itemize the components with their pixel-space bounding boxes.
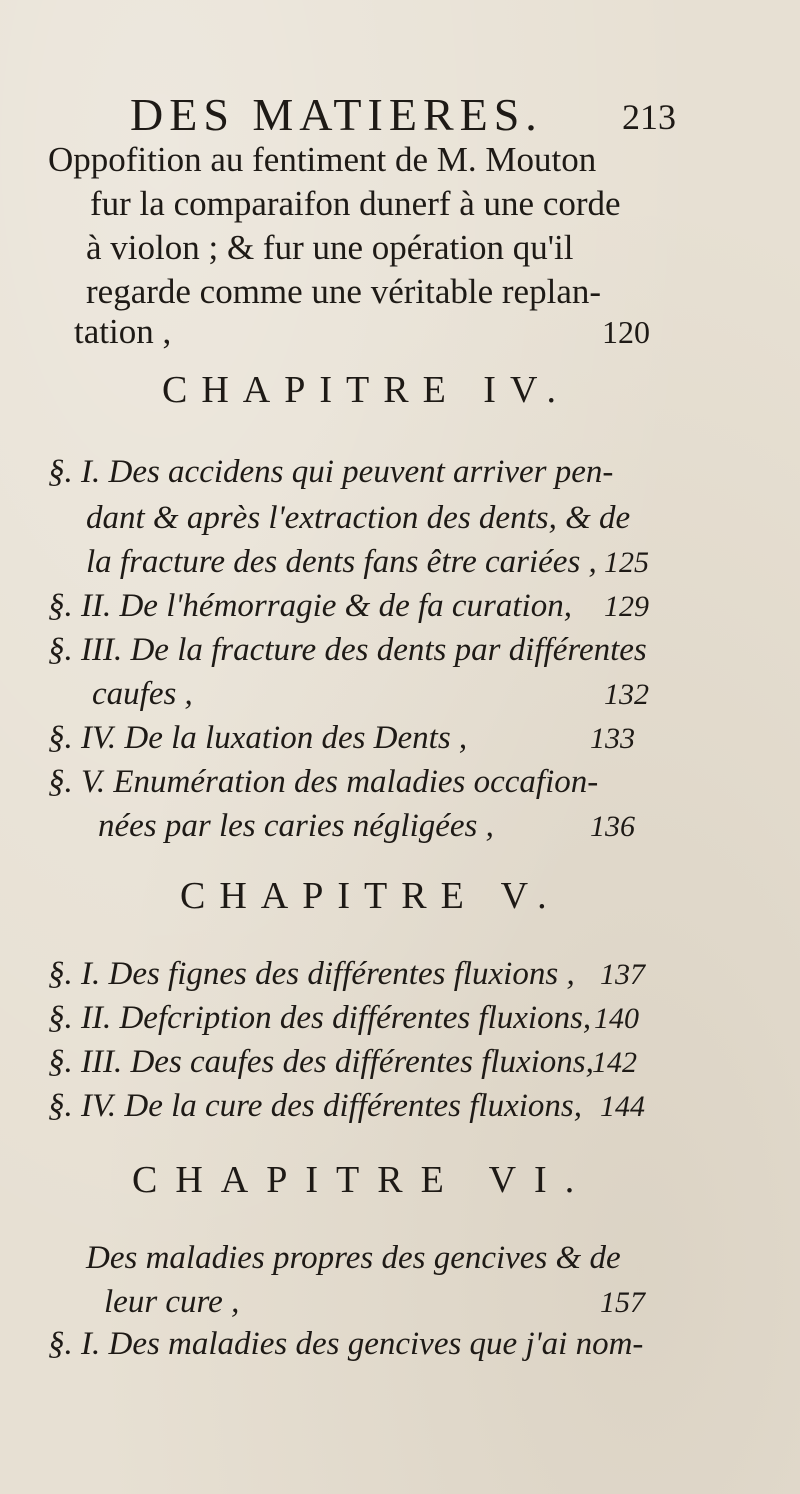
toc-entry-line: §. I. Des accidens qui peuvent arriver pen-	[48, 454, 614, 490]
intro-entry-line: à violon ; & fur une opération qu'il	[86, 228, 574, 267]
toc-entry-line: leur cure ,	[104, 1284, 240, 1320]
toc-entry-line: la fracture des dents fans être cariées ,	[86, 544, 597, 580]
chapter-heading: CHAPITRE V.	[180, 875, 561, 917]
entry-page-number: 129	[604, 590, 649, 623]
toc-entry-line: nées par les caries négligées ,	[98, 808, 494, 844]
toc-entry-line: §. V. Enumération des maladies occafion-	[48, 764, 599, 800]
entry-page-number: 137	[600, 958, 645, 991]
running-title: DES MATIERES.	[130, 89, 543, 140]
toc-entry-line: §. II. Defcription des différentes fluxions,	[48, 1000, 592, 1036]
toc-entry-line: Des maladies propres des gencives & de	[86, 1240, 621, 1276]
toc-entry-line: §. II. De l'hémorragie & de fa curation,	[48, 588, 572, 624]
chapter-heading: CHAPITRE IV.	[162, 369, 570, 411]
toc-entry-line: caufes ,	[92, 676, 193, 712]
toc-entry-line: §. III. De la fracture des dents par différentes	[48, 632, 647, 668]
intro-entry-line: fur la comparaifon dunerf à une corde	[90, 184, 621, 223]
entry-page-number: 144	[600, 1090, 645, 1123]
entry-page-number: 125	[604, 546, 649, 579]
entry-page-number: 157	[600, 1286, 645, 1319]
intro-entry-line: tation ,	[74, 312, 172, 351]
toc-entry-line: §. I. Des fignes des différentes fluxions ,	[48, 956, 575, 992]
toc-entry-line: dant & après l'extraction des dents, & de	[86, 500, 631, 536]
entry-page-number: 136	[590, 810, 635, 843]
intro-entry-line: regarde comme une véritable replan-	[86, 272, 602, 311]
intro-entry-line: Oppofition au fentiment de M. Mouton	[48, 140, 597, 179]
entry-page-number: 133	[590, 722, 635, 755]
chapter-heading: CHAPITRE VI.	[132, 1159, 593, 1201]
page-number: 213	[622, 97, 676, 137]
entry-page-number: 140	[594, 1002, 639, 1035]
toc-entry-line: §. III. Des caufes des différentes fluxions,	[48, 1044, 594, 1080]
toc-entry-line: §. IV. De la luxation des Dents ,	[48, 720, 468, 756]
toc-entry-line: §. IV. De la cure des différentes fluxions,	[48, 1088, 583, 1124]
toc-entry-line: §. I. Des maladies des gencives que j'ai nom-	[48, 1326, 644, 1362]
entry-page-number: 120	[602, 314, 650, 350]
entry-page-number: 132	[604, 678, 649, 711]
entry-page-number: 142	[592, 1046, 637, 1079]
